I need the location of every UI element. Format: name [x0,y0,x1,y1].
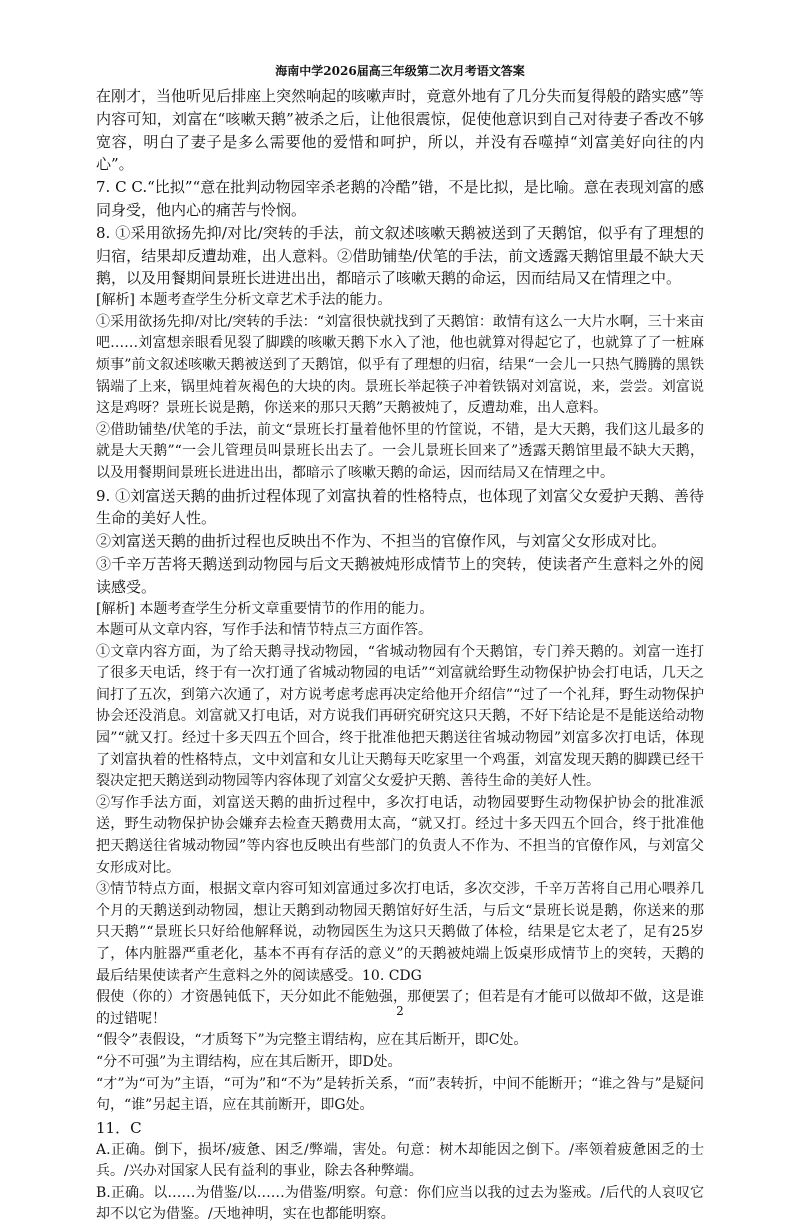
analysis-label: [解析] 本题考查学生分析文章艺术手法的能力。 [96,292,392,309]
answer-q7: 7. C C.“比拟”“意在批判动物园宰杀老鹅的冷酷”错，不是比拟，是比喻。意在表现刘富的感同身受，他内心的痛苦与怜悯。 [96,178,704,219]
analysis-paragraph: ①采用欲扬先抑/对比/突转的手法：“刘富很快就找到了天鹅馆：敢情有这么一大片水啊，三十来亩吧……刘富想亲眼看见裂了脚蹼的咳嗽天鹅下水入了池，他也就算对得起它了，也就算了了一桩麻烦事”前文叙述咳嗽天鹅被送到了天鹅馆，似乎有了理想的归宿，结果“一会儿一只热气腾腾的黑铁锅端了上来，锅里炖着灰褐色的大块的肉。景班长举起筷子冲着铁锅对刘富说，来，尝尝。刘富说这是鸡呀？景班长说是鹅，你送来的那只天鹅”天鹅被炖了，反遭劫难，出人意料。 [96,313,704,417]
answer-q11: 11．C [96,1118,142,1137]
answer-body [96,85,704,1226]
analysis-paragraph: “分不可强”为主谓结构，应在其后断开，即D处。 [96,1053,402,1070]
analysis-paragraph: B.正确。以……为借鉴/以……为借鉴/明察。句意：你们应当以我的过去为鉴戒。/后代的人哀叹它却不以它为借鉴。/天地神明，实在也都能明察。 [96,1184,704,1223]
analysis-paragraph: ①文章内容方面，为了给天鹅寻找动物园，“省城动物园有个天鹅馆，专门养天鹅的。刘富一连打了很多天电话，终于有一次打通了省城动物园的电话”“刘富就给野生动物保护协会打电话，几天之间打了五次，到第六次通了，对方说考虑考虑再决定给他开介绍信”“过了一个礼拜，野生动物保护协会还没消息。刘富就又打电话，对方说我们再研究研究这只天鹅，不好下结论是不是能送给动物园”“就又打。经过十多天四五个回合，终于批准他把天鹅送往省城动物园”刘富多次打电话，体现了刘富执着的性格特点，文中刘富和女儿让天鹅每天吃家里一个鸡蛋，刘富发现天鹅的脚蹼已经干裂决定把天鹅送到动物园等内容体现了刘富父女爱护天鹅、善待生命的美好人性。 [96,643,704,790]
analysis-paragraph: A.正确。倒下，损坏/疲惫、困乏/弊端，害处。句意：树木却能因之倒下。/率领着疲惫困乏的士兵。/兴办对国家人民有益利的事业，除去各种弊端。 [96,1141,704,1180]
analysis-paragraph: ②借助铺垫/伏笔的手法，前文“景班长打量着他怀里的竹筐说，不错，是大天鹅，我们这儿最多的就是大天鹅”“一会儿管理员叫景班长出去了。一会儿景班长回来了”透露天鹅馆里最不缺大天鹅，以及用餐期间景班长进进出出，都暗示了咳嗽天鹅的命运，因而结局又在情理之中。 [96,421,704,481]
page-header-title: 海南中学2026届高三年级第二次月考语文答案 [275,64,525,78]
analysis-paragraph: 本题可从文章内容，写作手法和情节特点三方面作答。 [96,622,432,639]
answer-q9: 9. ①刘富送天鹅的曲折过程体现了刘富执着的性格特点，也体现了刘富父女爱护天鹅、善待生命的美好人性。 [96,486,704,528]
analysis-paragraph: ②写作手法方面，刘富送天鹅的曲折过程中，多次打电话，动物园要野生动物保护协会的批准派送，野生动物保护协会嫌弃去检查天鹅费用太高，“就又打。经过十多天四五个回合，终于批准他把天鹅送往省城动物园”等内容也反映出有些部门的负责人不作为、不担当的官僚作风，与刘富父女形成对比。 [96,794,704,876]
answer-q8: 8. ①采用欲扬先抑/对比/突转的手法，前文叙述咳嗽天鹅被送到了天鹅馆，似乎有了理想的归宿，结果却反遭劫难，出人意料。②借助铺垫/伏笔的手法，前文透露天鹅馆里最不缺大天鹅，以及用餐期间景班长进进出出，都暗示了咳嗽天鹅的命运，因而结局又在情理之中。 [96,223,704,288]
answer-paragraph: ②刘富送天鹅的曲折过程也反映出不作为、不担当的官僚作风，与刘富父女形成对比。 [96,532,667,551]
analysis-paragraph: “假令”表假设，“才质驽下”为完整主谓结构，应在其后断开，即C处。 [96,1032,528,1049]
page-number: 2 [396,1004,404,1018]
translation-paragraph: 假使（你的）才资愚钝低下，天分如此不能勉强，那便罢了；但若是有才能可以做却不做，这是谁的过错呢！ [96,989,704,1027]
answer-paragraph: 在刚才，当他听见后排座上突然响起的咳嗽声时，竟意外地有了几分失而复得般的踏实感”等内容可知，刘富在“咳嗽天鹅”被杀之后，让他很震惊，促使他意识到自己对待妻子香改不够宽容，明白了妻子是多么需要他的爱惜和呵护，所以，并没有吞噬掉“刘富美好向往的内心”。 [96,87,704,174]
answer-paragraph: ③千辛万苦将天鹅送到动物园与后文天鹅被炖形成情节上的突转，使读者产生意料之外的阅读感受。 [96,554,704,596]
analysis-label: [解析] 本题考查学生分析文章重要情节的作用的能力。 [96,600,434,617]
analysis-paragraph: “才”为“可为”主语，“可为”和“不为”是转折关系，“而”表转折，中间不能断开；“谁之咎与”是疑问句，“谁”另起主语，应在其前断开，即G处。 [96,1075,704,1114]
analysis-paragraph: ③情节特点方面，根据文章内容可知刘富通过多次打电话，多次交涉，千辛万苦将自己用心喂养几个月的天鹅送到动物园，想让天鹅到动物园天鹅馆好好生活，与后文“景班长说是鹅，你送来的那只天鹅”“景班长只好给他解释说，动物园医生为这只天鹅做了体检，结果是它太老了，足有25岁了，体内脏器严重老化，基本不再有存活的意义”的天鹅被炖端上饭桌形成情节上的突转，天鹅的最后结果使读者产生意料之外的阅读感受。10. CDG [96,881,704,984]
